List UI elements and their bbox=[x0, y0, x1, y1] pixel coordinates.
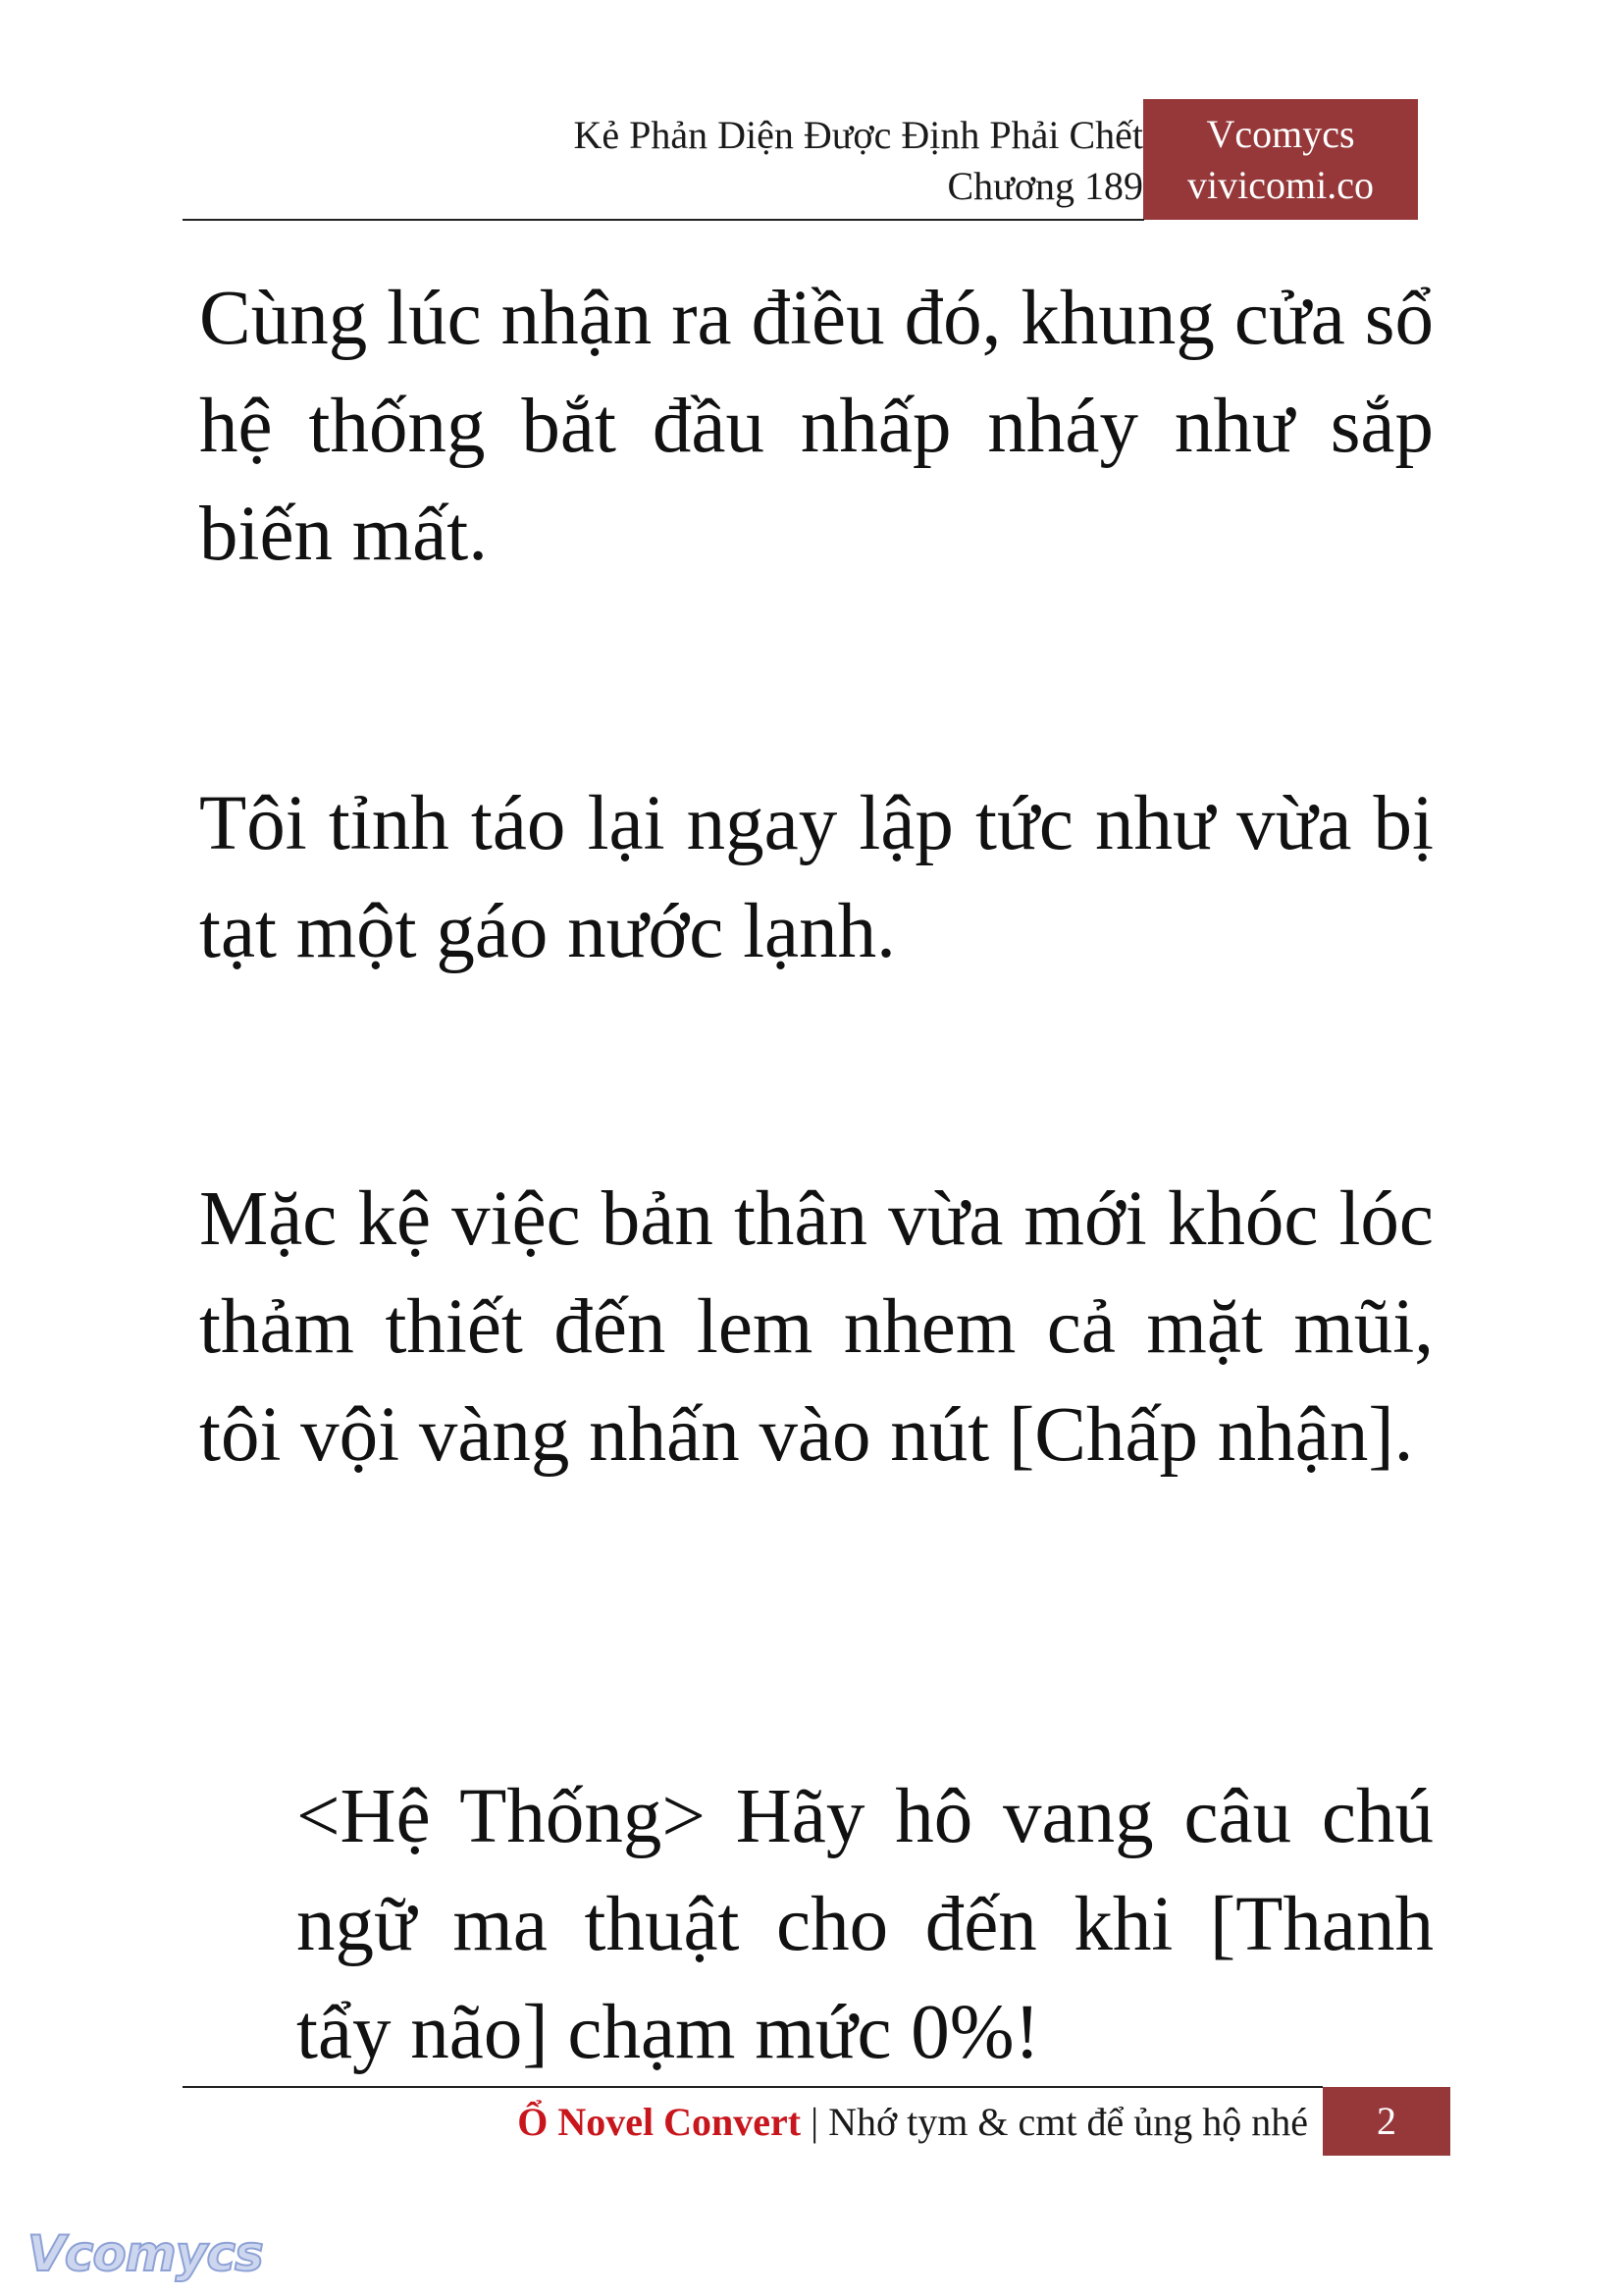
footer-separator: | bbox=[801, 2100, 829, 2144]
system-message: <Hệ Thống> Hãy hô vang câu chú ngữ ma thuật cho đến khi [Thanh tẩy não] chạm mức 0%! bbox=[296, 1774, 1434, 2075]
header-divider bbox=[183, 219, 1144, 221]
footer-brand: Ổ Novel Convert bbox=[517, 2100, 802, 2144]
header-titles bbox=[573, 110, 1143, 212]
brand-site: vivicomi.co bbox=[1187, 163, 1374, 207]
footer-message: Nhớ tym & cmt để ủng hộ nhé bbox=[828, 2100, 1308, 2144]
novel-title: Kẻ Phản Diện Được Định Phải Chết bbox=[573, 113, 1143, 157]
watermark-logo: Vcomycs bbox=[27, 2225, 263, 2282]
footer-divider bbox=[183, 2086, 1323, 2088]
brand-box bbox=[1143, 99, 1418, 220]
footer-text bbox=[517, 2095, 1308, 2150]
paragraph-3: Mặc kệ việc bản thân vừa mới khóc lóc thảm thiết đến lem nhem cả mặt mũi, tôi vội vàng nhấn vào nút [Chấp nhận]. bbox=[199, 1176, 1434, 1478]
page-number: 2 bbox=[1323, 2087, 1450, 2156]
brand-name: Vcomycs bbox=[1206, 112, 1355, 156]
paragraph-1: Cùng lúc nhận ra điều đó, khung cửa sổ hệ thống bắt đầu nhấp nháy như sắp biến mất. bbox=[199, 276, 1434, 577]
paragraph-2: Tôi tỉnh táo lại ngay lập tức như vừa bị tạt một gáo nước lạnh. bbox=[199, 781, 1434, 974]
chapter-label: Chương 189 bbox=[947, 164, 1143, 208]
